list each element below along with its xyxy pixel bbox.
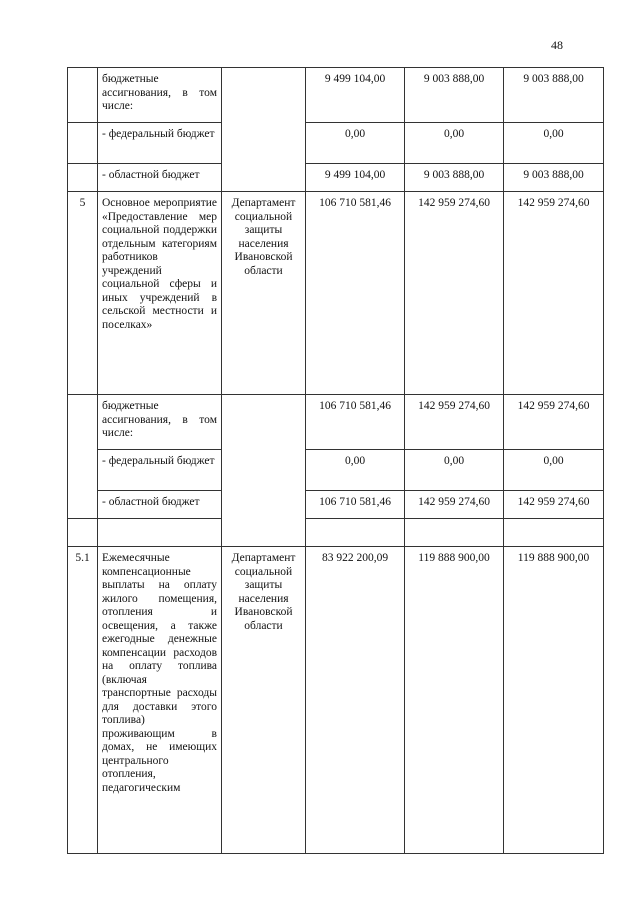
value-cell-year-3: 9 003 888,00 — [504, 164, 604, 192]
row-number-cell: 5.1 — [68, 547, 98, 854]
description-cell: - областной бюджет — [98, 491, 222, 519]
value-cell-year-1: 106 710 581,46 — [306, 491, 405, 519]
value-cell-year-2: 9 003 888,00 — [405, 68, 504, 123]
page-number: 48 — [551, 38, 563, 52]
row-number-cell — [68, 123, 98, 164]
value-cell-year-2: 9 003 888,00 — [405, 164, 504, 192]
description-cell: - федеральный бюджет — [98, 450, 222, 491]
description-cell: - федеральный бюджет — [98, 123, 222, 164]
table-row — [68, 519, 604, 547]
value-cell-year-2: 142 959 274,60 — [405, 491, 504, 519]
row-number-cell — [68, 164, 98, 192]
table-row — [68, 68, 604, 123]
description-cell: Основное мероприятие «Предоставление мер социальной поддержки отдельным категориям работников учреждений социальной сферы и иных учреждений в сельской местности и поселках» — [98, 192, 222, 395]
description-cell — [98, 519, 222, 547]
row-number-cell — [68, 395, 98, 519]
value-cell-year-1 — [306, 519, 405, 547]
value-cell-year-2: 0,00 — [405, 450, 504, 491]
budget-table — [67, 67, 604, 854]
executor-cell: Департамент социальной защиты населения Ивановской области — [222, 547, 306, 854]
value-cell-year-3: 142 959 274,60 — [504, 491, 604, 519]
value-cell-year-1: 0,00 — [306, 123, 405, 164]
value-cell-year-2 — [405, 519, 504, 547]
value-cell-year-2: 0,00 — [405, 123, 504, 164]
row-number-cell: 5 — [68, 192, 98, 395]
description-cell: Ежемесячные компенсационные выплаты на оплату жилого помещения, отопления и освещения, а также ежегодные денежные компенсации расходов на оплату топлива (включая транспортные расходы для доставки этого топлива) проживающим в домах, не имеющих центрального отопления, педагогическим — [98, 547, 222, 854]
description-cell: - областной бюджет — [98, 164, 222, 192]
value-cell-year-2: 142 959 274,60 — [405, 192, 504, 395]
value-cell-year-2: 142 959 274,60 — [405, 395, 504, 450]
table-row — [68, 547, 604, 854]
executor-cell — [222, 68, 306, 192]
value-cell-year-3: 9 003 888,00 — [504, 68, 604, 123]
description-cell: бюджетные ассигнования, в том числе: — [98, 68, 222, 123]
executor-cell — [222, 395, 306, 547]
value-cell-year-3: 0,00 — [504, 450, 604, 491]
value-cell-year-3: 142 959 274,60 — [504, 192, 604, 395]
executor-cell: Департамент социальной защиты населения Ивановской области — [222, 192, 306, 395]
value-cell-year-3 — [504, 519, 604, 547]
value-cell-year-1: 83 922 200,09 — [306, 547, 405, 854]
table-row — [68, 164, 604, 192]
table-row — [68, 450, 604, 491]
value-cell-year-1: 0,00 — [306, 450, 405, 491]
table-row — [68, 192, 604, 395]
row-number-cell — [68, 68, 98, 123]
row-number-cell — [68, 519, 98, 547]
value-cell-year-1: 9 499 104,00 — [306, 164, 405, 192]
value-cell-year-2: 119 888 900,00 — [405, 547, 504, 854]
value-cell-year-3: 142 959 274,60 — [504, 395, 604, 450]
value-cell-year-1: 106 710 581,46 — [306, 192, 405, 395]
value-cell-year-1: 106 710 581,46 — [306, 395, 405, 450]
table-row — [68, 395, 604, 450]
value-cell-year-1: 9 499 104,00 — [306, 68, 405, 123]
table-row — [68, 491, 604, 519]
value-cell-year-3: 119 888 900,00 — [504, 547, 604, 854]
description-cell: бюджетные ассигнования, в том числе: — [98, 395, 222, 450]
value-cell-year-3: 0,00 — [504, 123, 604, 164]
table-row — [68, 123, 604, 164]
